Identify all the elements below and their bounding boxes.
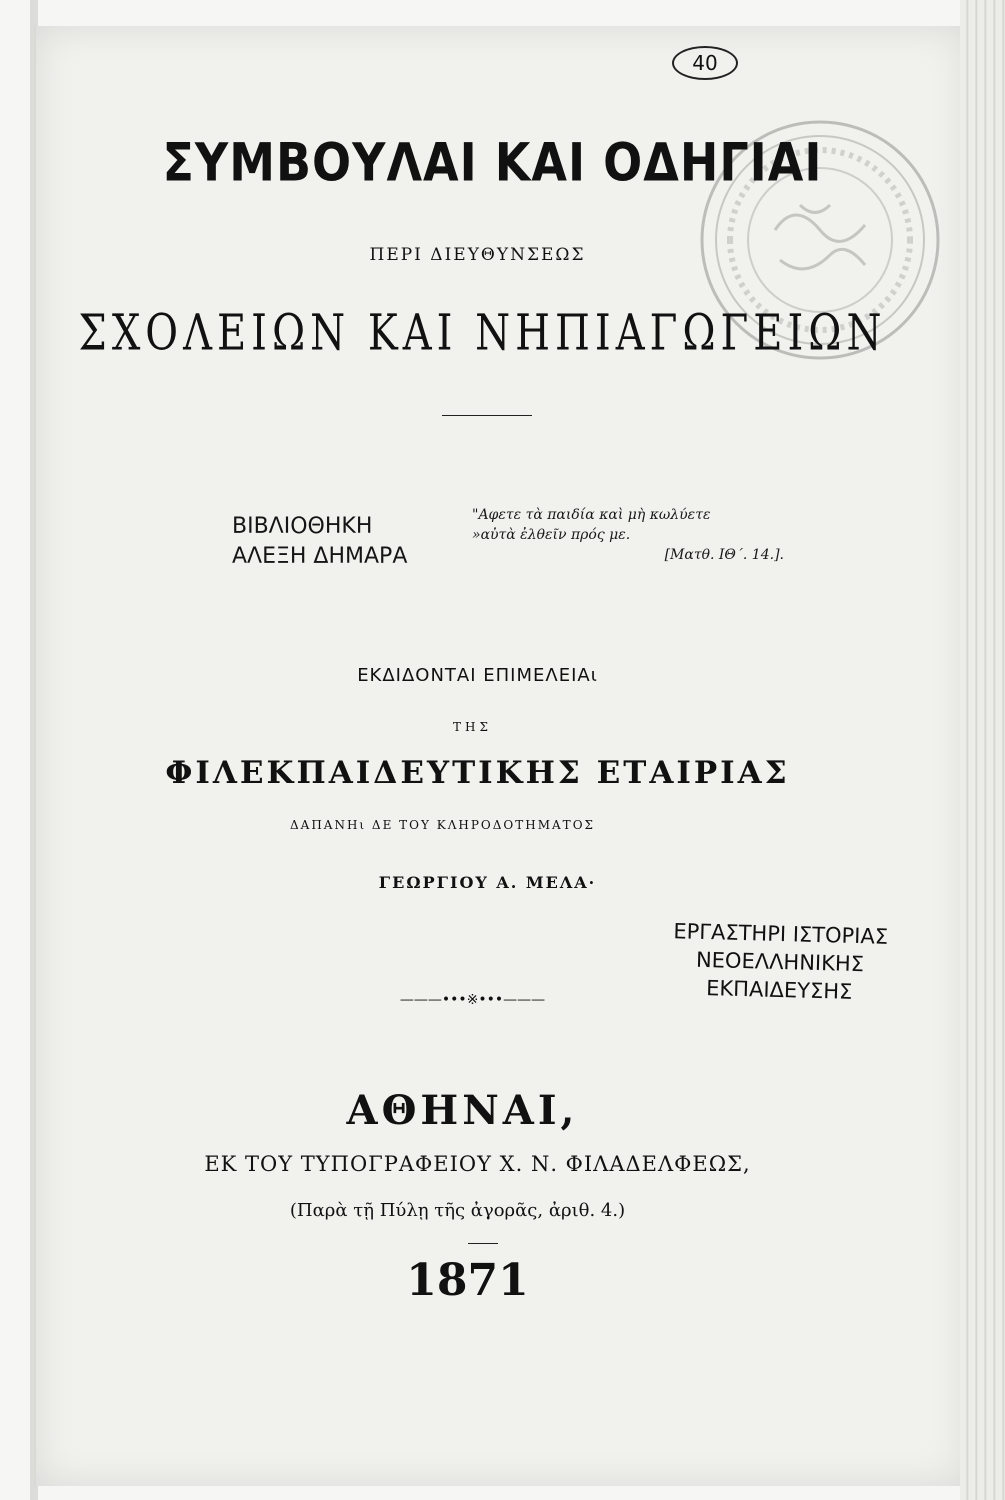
epigraph-line2: »αὐτὰ ἐλθεῖν πρός με.: [472, 527, 631, 543]
handwritten-page-number: 40: [672, 46, 738, 80]
printer-line: ΕΚ ΤΟΥ ΤΥΠΟΓΡΑΦΕΙΟΥ Χ. Ν. ΦΙΛΑΔΕΛΦΕΩΣ,: [204, 1152, 751, 1176]
lab-stamp-line3: ΕΚΠΑΙΔΕΥΣΗΣ: [705, 976, 853, 1004]
epigraph-line1: "Αφετε τὰ παιδία καὶ μὴ κωλύετε: [472, 507, 711, 523]
library-stamp-line2: ΑΛΕΞΗ ΔΗΜΑΡΑ: [232, 544, 408, 569]
ornamental-divider: ———•••※•••———: [399, 992, 546, 1008]
publication-year: 1871: [406, 1255, 529, 1306]
library-stamp: [232, 512, 407, 572]
lab-stamp-line2: ΝΕΟΕΛΛΗΝΙΚΗΣ: [695, 947, 865, 977]
city-name: ΑΘΗΝΑΙ,: [346, 1087, 579, 1134]
title-divider: [442, 415, 532, 416]
main-title: ΣΥΜΒΟΥΛΑΙ ΚΑΙ ΟΔΗΓΙΑΙ: [162, 130, 823, 194]
secondary-title: ΣΧΟΛΕΙΩΝ ΚΑΙ ΝΗΠΙΑΓΩΓΕΙΩΝ: [78, 304, 887, 362]
expense-line: ΔΑΠΑΝΗι ΔΕ ΤΟΥ ΚΛΗΡΟΔΟΤΗΜΑΤΟΣ: [289, 818, 596, 832]
year-divider: [468, 1243, 498, 1244]
society-name: ΦΙΛΕΚΠΑΙΔΕΥΤΙΚΗΣ ΕΤΑΙΡΙΑΣ: [165, 755, 790, 791]
epigraph-reference: [Ματθ. ΙΘ΄. 14.].: [664, 547, 784, 563]
edited-by-line: ΕΚΔΙΔΟΝΤΑΙ ΕΠΙΜΕΛΕΙΑι: [357, 665, 598, 686]
subtitle: ΠΕΡΙ ΔΙΕΥΘΥΝΣΕΩΣ: [369, 245, 586, 265]
lab-stamp-line1: ΕΡΓΑΣΤΗΡΙ ΙΣΤΟΡΙΑΣ: [673, 919, 889, 949]
epigraph: [472, 505, 802, 565]
library-stamp-line1: ΒΙΒΛΙΟΘΗΚΗ: [232, 514, 373, 539]
article-line: ΤΗΣ: [453, 720, 492, 734]
printer-address: (Παρὰ τῇ Πύλῃ τῆς ἀγορᾶς, ἀριθ. 4.): [289, 1200, 626, 1221]
benefactor-name: ΓΕΩΡΓΙΟΥ Α. ΜΕΛΑ·: [378, 873, 597, 892]
